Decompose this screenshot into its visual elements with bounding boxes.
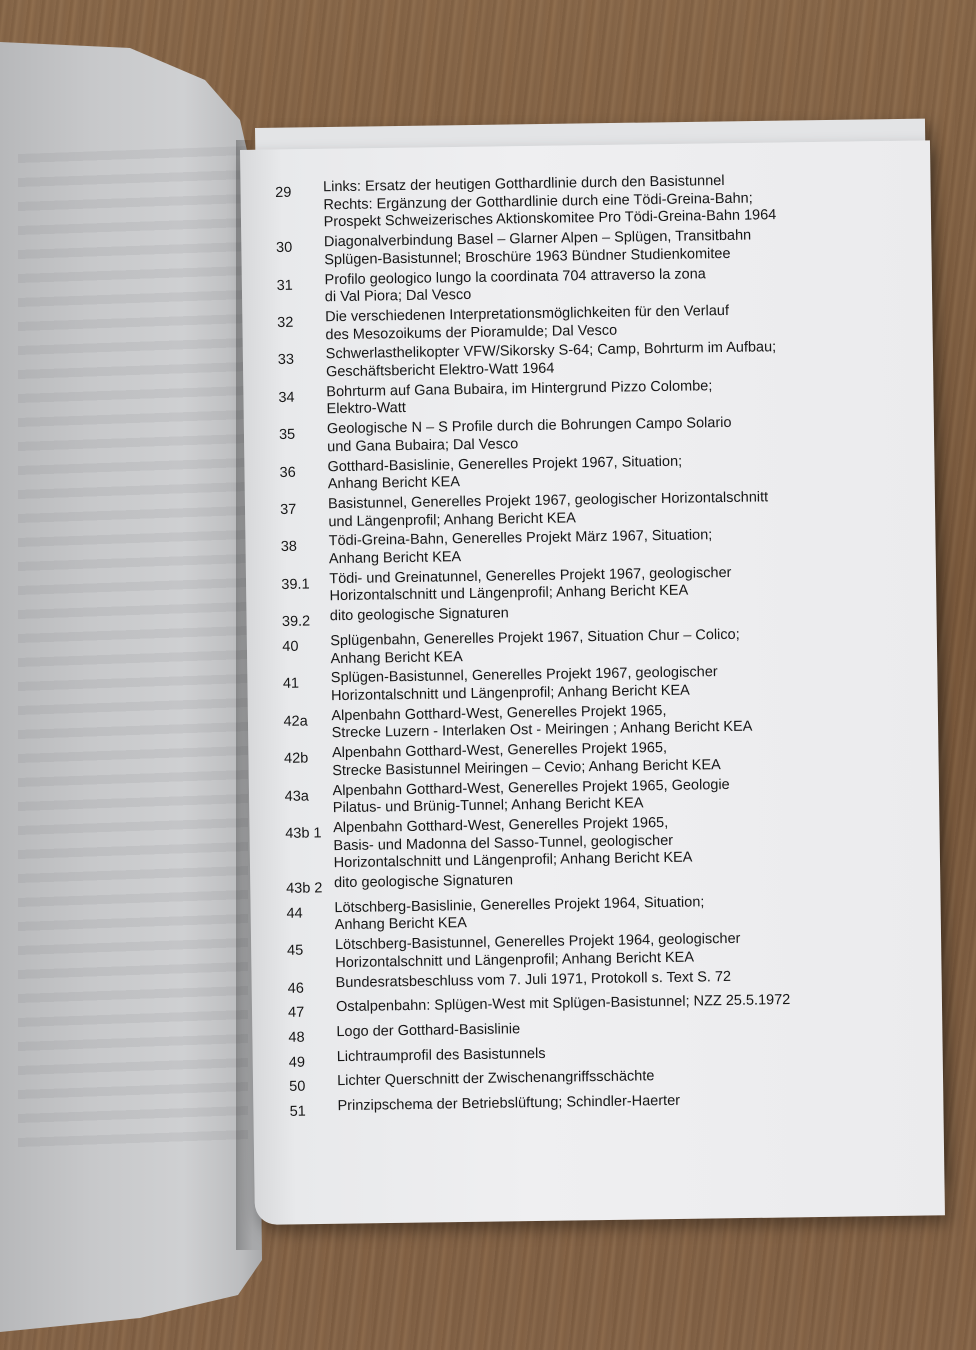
caption-line: Pilatus- und Brünig-Tunnel; Anhang Bericht KEA [332,795,644,817]
figure-number: 33 [277,352,295,369]
caption-entry [279,413,839,457]
caption-entry [281,563,841,607]
caption-text [335,929,847,972]
caption-entry [276,226,836,270]
caption-line: Bundesratsbeschluss vom 7. Juli 1971, Protokoll s. Text S. 72 [335,968,732,991]
caption-line: Splügen-Basistunnel, Generelles Projekt 1967, geologischer [330,664,718,687]
figure-number: 47 [287,1004,305,1022]
figure-number: 36 [279,464,296,481]
caption-text [329,526,841,569]
caption-entry [278,376,838,420]
figure-number: 45 [286,942,304,960]
figure-number: 39.2 [281,613,311,631]
caption-line: Ostalpenbahn: Splügen-West mit Splügen-Basistunnel; NZZ 25.5.1972 [335,992,791,1016]
caption-text [328,488,840,531]
caption-line: Horizontalschnitt und Längenprofil; Anhang Bericht KEA [333,849,693,872]
caption-line: Splügen-Basistunnel; Broschüre 1963 Bündner Studienkomitee [324,245,731,269]
caption-entry [284,775,844,819]
caption-line: Horizontalschnitt und Längenprofil; Anhang Bericht KEA [335,949,695,971]
caption-text [327,451,839,494]
caption-entry [282,625,842,669]
figure-number: 42b [283,750,309,768]
figure-number: 48 [288,1029,305,1046]
caption-line: Alpenbahn Gotthard-West, Generelles Projekt 1965, [331,702,667,724]
figure-number: 51 [289,1103,306,1120]
caption-line: Alpenbahn Gotthard-West, Generelles Projekt 1965, [331,740,668,762]
figure-number: 30 [275,239,293,257]
figure-number: 35 [278,426,296,444]
caption-text [323,171,836,232]
caption-line: Bohrturm auf Gana Bubaira, im Hintergrund Pizzo Colombe; [326,377,713,400]
caption-line: Splügenbahn, Generelles Projekt 1967, Situation Chur – Colico; [330,626,740,650]
figure-number: 49 [288,1054,306,1071]
caption-entry [277,301,837,345]
caption-text [324,226,836,269]
caption-line: Prospekt Schweizerisches Aktionskomitee Pro Tödi-Greina-Bahn 1964 [323,207,777,231]
caption-line: Elektro-Watt [326,400,406,418]
caption-text [326,376,838,419]
left-page [0,0,262,1350]
caption-entry [285,812,846,874]
caption-line: Lichtraumprofil des Basistunnels [336,1045,546,1065]
caption-line: Gotthard-Basislinie, Generelles Projekt 1967, Situation; [327,453,683,475]
caption-line: Geologische N – S Profile durch die Bohrungen Campo Solario [326,415,732,438]
caption-line: Links: Ersatz der heutigen Gotthardlinie durch den Basistunnel [322,172,725,196]
caption-entry [286,892,846,936]
caption-text [325,301,837,344]
caption-line: Rechts: Ergänzung der Gotthardlinie durch eine Tödi-Greina-Bahn; [323,190,753,213]
caption-text [324,264,836,307]
left-page-faded-text [18,146,248,1154]
caption-entry [283,662,843,706]
caption-line: Anhang Bericht KEA [328,549,462,568]
caption-line: dito geologische Signaturen [333,872,514,892]
caption-line: Prinzipschema der Betriebslüftung; Schindler-Haerter [337,1092,681,1115]
caption-line: und Gana Bubaira; Dal Vesco [327,436,519,456]
figure-number: 38 [280,539,298,556]
figure-number: 40 [282,638,299,655]
figure-number: 37 [280,501,297,518]
caption-line: Lichter Querschnitt der Zwischenangriffsschächte [337,1068,655,1090]
caption-entry [280,488,840,532]
caption-line: Tödi-Greina-Bahn, Generelles Projekt März 1967, Situation; [328,527,713,550]
caption-line: Anhang Bericht KEA [327,474,461,493]
figure-number: 31 [276,277,293,294]
caption-line: Profilo geologico lungo la coordinata 704 attraverso la zona [324,265,706,288]
caption-line: Alpenbahn Gotthard-West, Generelles Projekt 1965, [333,814,669,837]
figure-number: 29 [275,184,292,201]
caption-line: Lötschberg-Basistunnel, Generelles Projekt 1964, geologischer [334,930,741,954]
figure-number: 43a [284,788,310,805]
figure-number: 44 [286,905,303,922]
caption-line: Horizontalschnitt und Längenprofil; Anhang Bericht KEA [330,682,690,705]
caption-line: Horizontalschnitt und Längenprofil; Anhang Bericht KEA [329,583,689,605]
caption-line: des Mesozoikums der Pioramulde; Dal Vesco [325,322,618,343]
caption-line: Strecke Luzern - Interlaken Ost - Meiringen ; Anhang Bericht KEA [331,718,753,742]
caption-line: Strecke Basistunnel Meiringen – Cevio; Anhang Bericht KEA [332,756,721,779]
caption-line: Lötschberg-Basislinie, Generelles Projekt 1964, Situation; [334,894,705,916]
caption-entry [287,929,847,973]
caption-entry [284,737,844,781]
figure-number: 46 [287,980,304,997]
caption-line: Alpenbahn Gotthard-West, Generelles Projekt 1965, Geologie [332,776,730,799]
caption-line: dito geologische Signaturen [329,605,509,625]
caption-line: Basis- und Madonna del Sasso-Tunnel, geologischer [333,832,674,854]
caption-line: Die verschiedenen Interpretationsmöglichkeiten für den Verlauf [325,302,730,326]
caption-entry [278,339,838,383]
caption-line: di Val Piora; Dal Vesco [324,287,472,306]
caption-line: Logo der Gotthard-Basislinie [336,1021,521,1041]
figure-number: 39.1 [281,576,310,593]
caption-text [329,563,841,606]
caption-line: Anhang Bericht KEA [334,915,468,934]
caption-entry [283,700,843,744]
caption-entry [275,171,836,233]
figure-number: 43b 2 [286,880,323,897]
caption-line: Diagonalverbindung Basel – Glarner Alpen – Splügen, Transitbahn [323,227,752,251]
caption-entry [281,526,841,570]
figure-number: 34 [278,389,295,406]
caption-text [326,339,838,382]
caption-entry [279,451,839,495]
caption-entry [276,264,836,308]
figure-caption-list [275,171,850,1123]
caption-line: Tödi- und Greinatunnel, Generelles Projekt 1967, geologischer [329,564,732,587]
figure-number: 41 [282,675,300,693]
caption-text [331,662,843,705]
figure-number: 42a [283,713,308,730]
caption-line: Schwerlasthelikopter VFW/Sikorsky S-64; Camp, Bohrturm im Aufbau; [325,339,777,363]
caption-text [332,775,844,818]
caption-text [331,700,843,743]
caption-text [330,625,842,668]
caption-line: Anhang Bericht KEA [330,648,463,667]
caption-line: und Längenprofil; Anhang Bericht KEA [328,509,576,530]
caption-text [334,892,846,935]
caption-line: Basistunnel, Generelles Projekt 1967, geologischer Horizontalschnitt [327,489,769,513]
caption-text [332,737,844,780]
figure-number: 43b 1 [285,825,322,842]
caption-text [333,812,846,873]
figure-number: 32 [277,314,294,331]
caption-line: Geschäftsbericht Elektro-Watt 1964 [325,360,555,381]
figure-number: 50 [289,1078,306,1096]
caption-text [327,413,839,456]
